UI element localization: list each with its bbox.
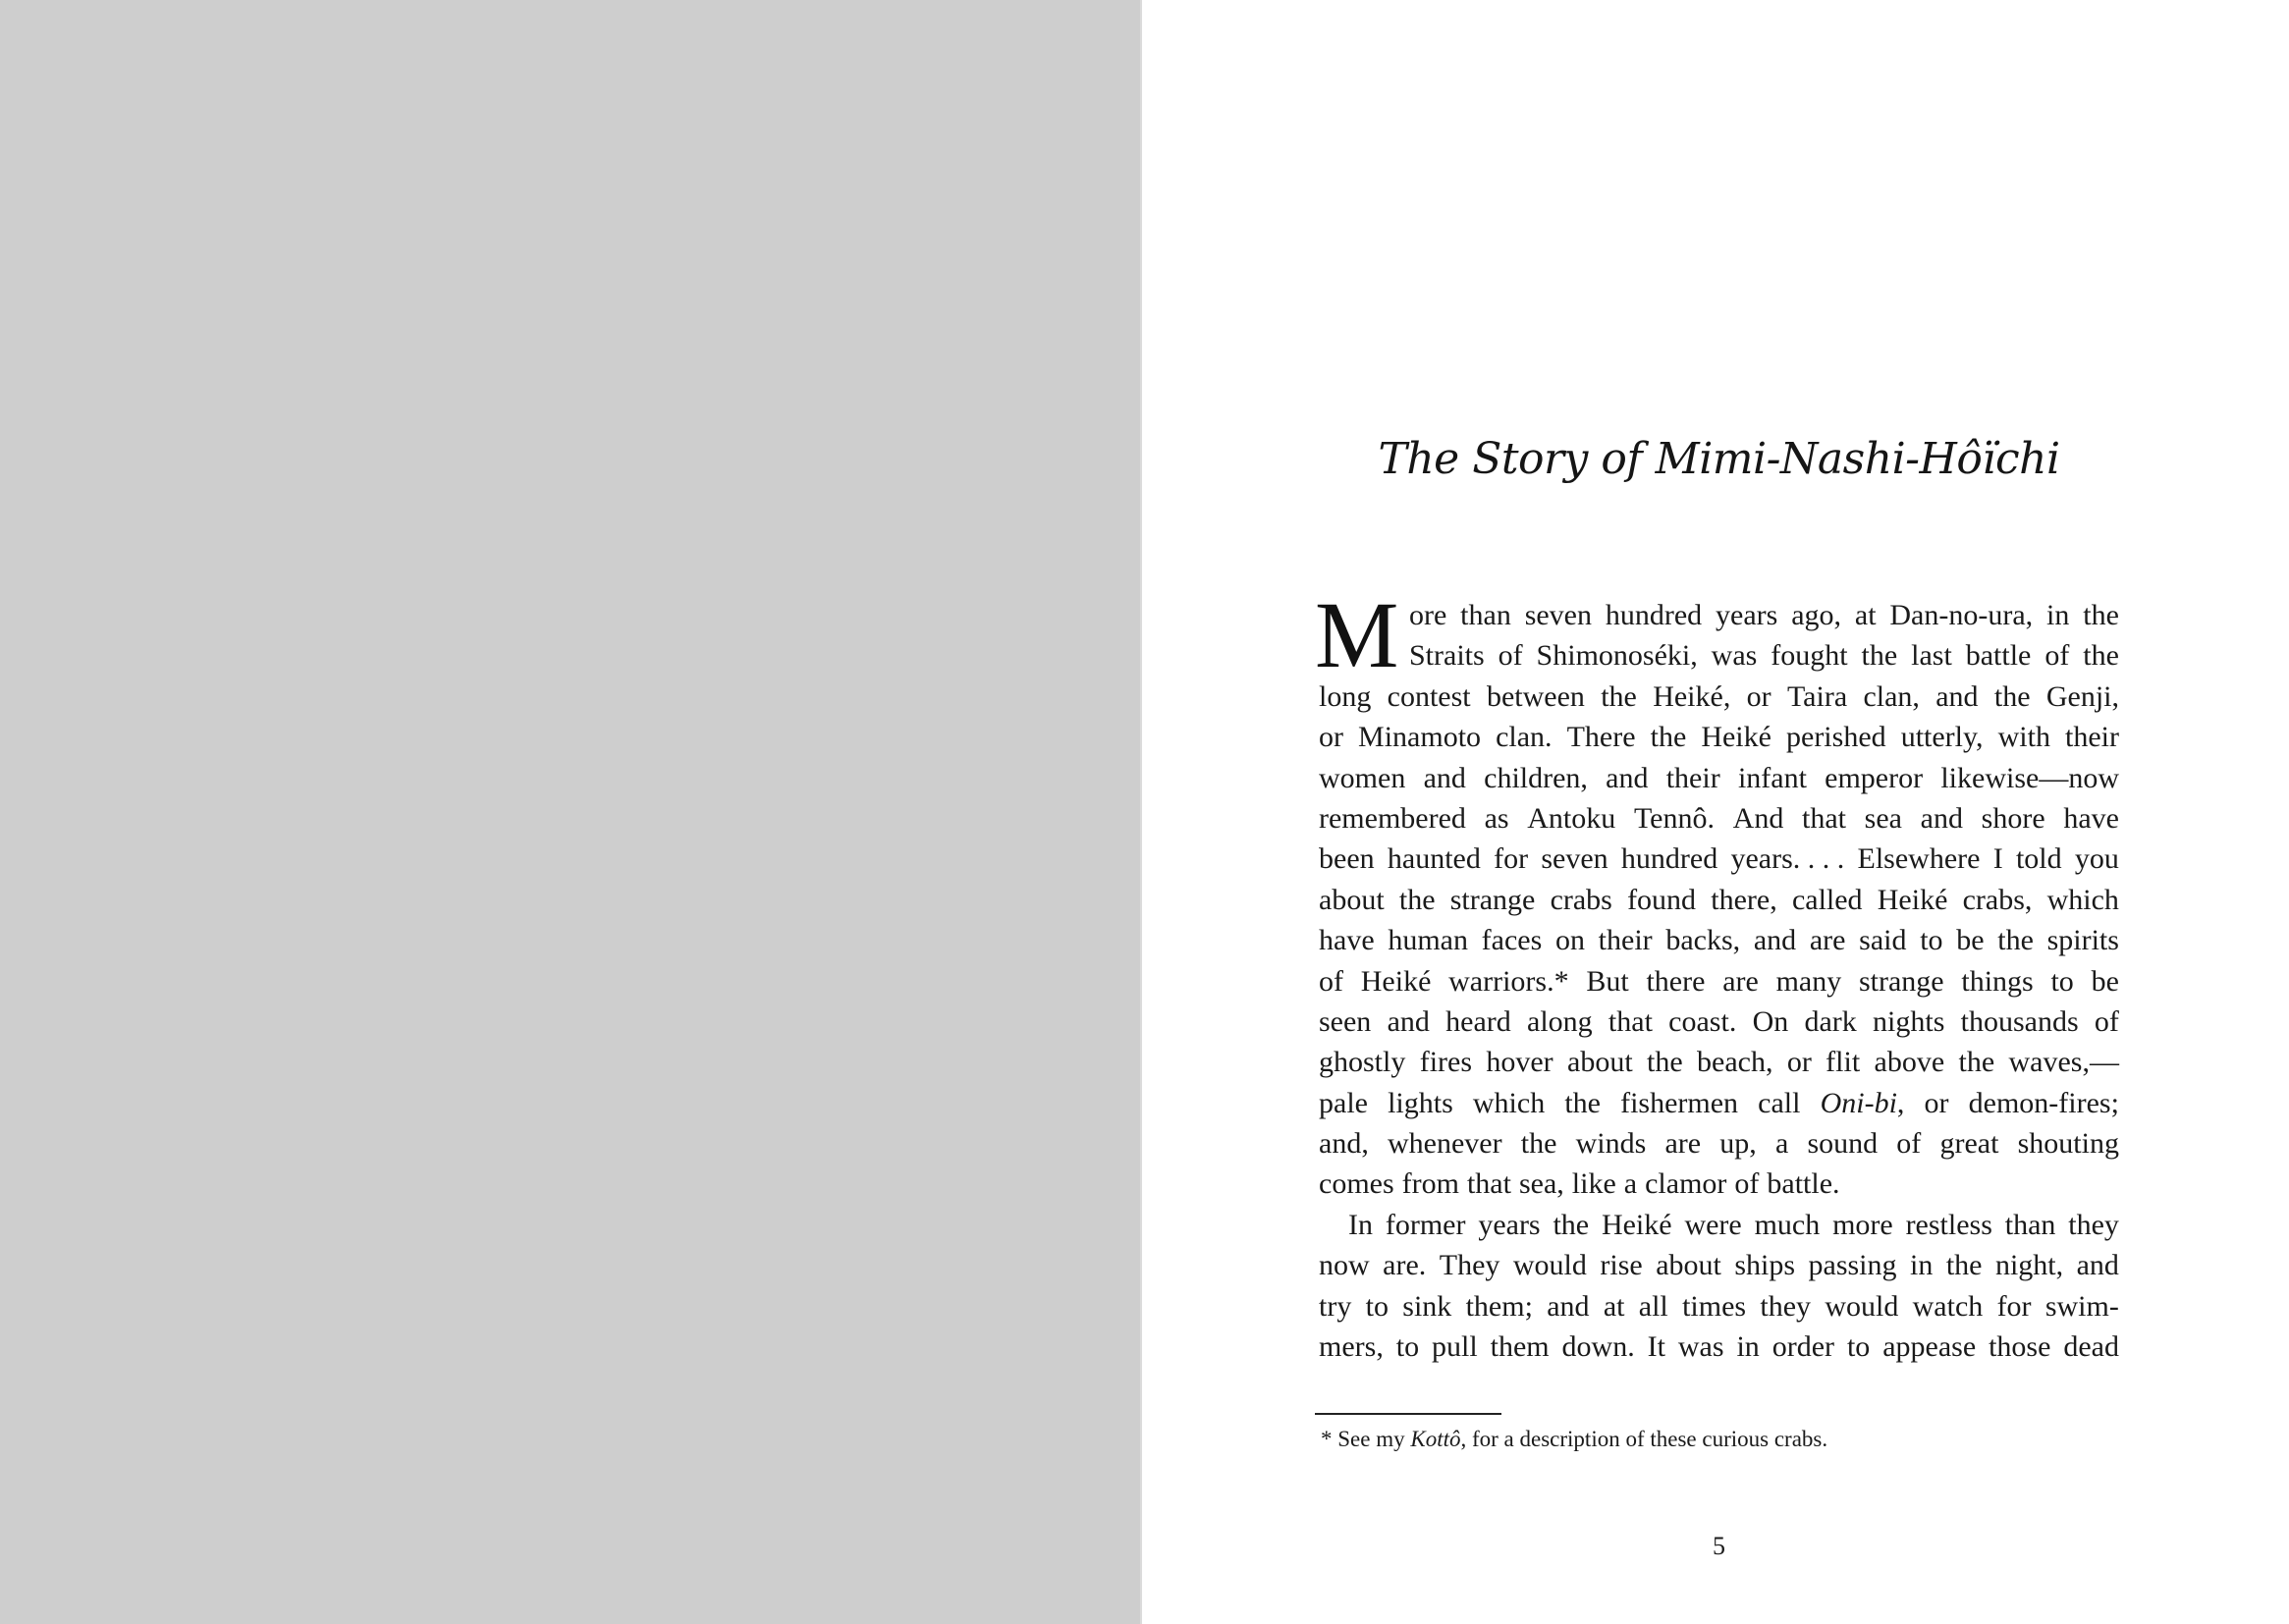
word: infant: [1737, 761, 1807, 794]
text-line: [1319, 717, 2119, 757]
word: sea,: [1518, 1167, 1564, 1201]
word: than: [1460, 599, 1511, 631]
word: for: [1494, 842, 1529, 876]
word: years: [1478, 1208, 1541, 1241]
text-line: [1319, 880, 2119, 920]
word: were: [1684, 1208, 1742, 1241]
word: likewise—now: [1940, 761, 2119, 794]
word: call: [1758, 1086, 1801, 1119]
word: be: [1956, 924, 1985, 957]
word: watch: [1912, 1289, 1984, 1323]
word: their: [2065, 721, 2119, 754]
word: Shimonoséki,: [1536, 639, 1698, 673]
word: coast.: [1668, 1004, 1737, 1038]
word: there,: [1711, 883, 1777, 916]
word: with: [1997, 721, 2050, 754]
word: down.: [1561, 1330, 1635, 1364]
word: would: [1512, 1249, 1587, 1282]
word: as: [1484, 801, 1509, 835]
word: ships: [1734, 1249, 1796, 1282]
word: than: [2004, 1208, 2056, 1241]
word: up,: [1719, 1127, 1757, 1161]
word: and: [1547, 1289, 1590, 1323]
word: at: [1854, 599, 1877, 631]
word: There: [1566, 721, 1636, 754]
word: Straits: [1409, 639, 1485, 673]
footnote-marker: *: [1321, 1427, 1333, 1451]
word: beach,: [1697, 1046, 1773, 1079]
word: be: [2091, 964, 2119, 998]
word: was: [1677, 1330, 1724, 1364]
text-line: [1319, 677, 2119, 717]
word: It: [1647, 1330, 1665, 1364]
word: ore: [1409, 599, 1447, 631]
word: seen: [1319, 1004, 1372, 1038]
word: haunted: [1387, 842, 1481, 876]
drop-cap: M: [1315, 582, 1399, 687]
word: to: [1395, 1330, 1420, 1364]
word: the: [1958, 1046, 1995, 1079]
word: appease: [1882, 1330, 1977, 1364]
word: passing: [1808, 1249, 1897, 1282]
word: hundred: [1620, 842, 1718, 876]
word: are: [1722, 964, 1759, 998]
word: rise: [1600, 1249, 1643, 1282]
word: a: [1774, 1127, 1789, 1161]
word: On: [1752, 1004, 1789, 1038]
word: shore: [1981, 801, 2045, 835]
word: and: [2076, 1249, 2119, 1282]
word: the: [1861, 639, 1898, 673]
word: battle: [1965, 639, 2032, 673]
word: the: [2083, 639, 2119, 673]
word: winds: [1575, 1127, 1647, 1161]
word: or: [1924, 1086, 1949, 1119]
text-line: [1319, 758, 2119, 798]
word: about: [1656, 1249, 1721, 1282]
word: in: [1909, 1249, 1934, 1282]
word: the: [1650, 721, 1687, 754]
word: or: [1319, 721, 1343, 754]
word: have: [2063, 801, 2119, 835]
text-line: [1319, 1083, 2119, 1123]
word: And: [1732, 801, 1784, 835]
word: to: [2050, 964, 2074, 998]
word: utterly,: [1900, 721, 1984, 754]
word: or: [1786, 1046, 1812, 1079]
word: the: [1564, 1086, 1601, 1119]
word: which: [2046, 883, 2119, 916]
word: to: [1920, 924, 1943, 957]
word: contest: [1387, 679, 1471, 713]
word: night,: [1994, 1249, 2064, 1282]
word: ghostly: [1319, 1046, 1406, 1079]
word: a: [1623, 1167, 1638, 1201]
word: Heiké,: [1653, 679, 1731, 713]
word: along: [1527, 1004, 1593, 1038]
word: crabs: [1550, 883, 1612, 916]
text-line: [1319, 1245, 2119, 1285]
word: in: [2046, 599, 2070, 631]
word: said: [1859, 924, 1907, 957]
word: Minamoto: [1358, 721, 1482, 754]
word: I: [1992, 842, 2003, 876]
text-line: [1319, 920, 2119, 960]
word: sea: [1864, 801, 1902, 835]
word: They: [1439, 1249, 1500, 1282]
word: flit: [1826, 1046, 1861, 1079]
word: children,: [1484, 761, 1588, 794]
word: found: [1627, 883, 1697, 916]
word: nights: [1873, 1004, 1945, 1038]
text-line: [1319, 1123, 2119, 1164]
word: the: [2083, 599, 2119, 631]
word: strange: [1449, 883, 1536, 916]
word: about: [1567, 1046, 1633, 1079]
word: those: [1989, 1330, 2051, 1364]
word: strange: [1858, 964, 1944, 998]
word: that: [1608, 1004, 1653, 1038]
word: sound: [1807, 1127, 1879, 1161]
word: women: [1319, 761, 1406, 794]
blank-left-page: [0, 0, 1140, 1624]
word: their: [1665, 761, 1720, 794]
word: Taira: [1786, 679, 1848, 713]
text-line: [1319, 1164, 2119, 1204]
word: mers,: [1319, 1330, 1384, 1364]
word: would: [1825, 1289, 1899, 1323]
word: faces: [1481, 924, 1543, 957]
word: Dan-no-ura,: [1889, 599, 2034, 631]
word: of: [2044, 639, 2070, 673]
word: clan,: [1863, 679, 1920, 713]
word: demon-fires;: [1968, 1086, 2119, 1119]
word: fishermen: [1620, 1086, 1739, 1119]
word: for: [1996, 1289, 2032, 1323]
word: on: [1554, 924, 1585, 957]
word: But: [1586, 964, 1629, 998]
text-lines: [1319, 595, 2119, 1367]
word: and: [1920, 801, 1963, 835]
word: more: [1832, 1208, 1893, 1241]
footnote-prefix: See my: [1337, 1427, 1405, 1451]
word: Tennô.: [1633, 801, 1715, 835]
word: the: [1647, 1046, 1683, 1079]
word: the: [1997, 924, 2034, 957]
word: dark: [1804, 1004, 1857, 1038]
word: above: [1874, 1046, 1945, 1079]
word: Heiké: [1701, 721, 1771, 754]
word: about: [1319, 883, 1385, 916]
word: shouting: [2017, 1127, 2119, 1161]
word: to: [1365, 1289, 1389, 1323]
text-line: [1319, 1042, 2119, 1082]
word: heard: [1445, 1004, 1511, 1038]
word: between: [1486, 679, 1585, 713]
word: human: [1388, 924, 1468, 957]
word: years. . . .: [1730, 842, 1845, 876]
text-line: [1319, 798, 2119, 839]
page-number: 5: [1713, 1532, 1725, 1560]
word: remembered: [1319, 801, 1466, 835]
word: them: [1490, 1330, 1550, 1364]
word: was: [1711, 639, 1758, 673]
word: fires: [1419, 1046, 1473, 1079]
word: from: [1401, 1167, 1459, 1201]
word: been: [1319, 842, 1375, 876]
text-line: [1319, 961, 2119, 1001]
book-page: [1142, 0, 2289, 1624]
word: spirits: [2046, 924, 2119, 957]
footnote-rule: [1315, 1413, 1501, 1415]
word: In: [1348, 1208, 1373, 1241]
word: now: [1319, 1249, 1370, 1282]
word: backs,: [1665, 924, 1741, 957]
word: clamor: [1645, 1167, 1727, 1201]
word: that: [1466, 1167, 1511, 1201]
word: all: [1638, 1289, 1668, 1323]
word: called: [1791, 883, 1863, 916]
body-text: [1315, 582, 2119, 1367]
text-line: [1319, 1286, 2119, 1326]
word: they: [1760, 1289, 1812, 1323]
word: last: [1911, 639, 1952, 673]
word: which: [1472, 1086, 1546, 1119]
word: Antoku: [1527, 801, 1616, 835]
word: the: [1601, 679, 1637, 713]
word: told: [2015, 842, 2062, 876]
word: perished: [1786, 721, 1886, 754]
text-line: [1319, 1326, 2119, 1367]
word: and: [1935, 679, 1979, 713]
word: Genji,: [2045, 679, 2119, 713]
word: battle.: [1767, 1167, 1840, 1201]
word: or: [1746, 679, 1771, 713]
word: to: [1846, 1330, 1871, 1364]
word: and: [1423, 761, 1466, 794]
word: and,: [1319, 1127, 1369, 1161]
word: like: [1571, 1167, 1616, 1201]
word: dead: [2063, 1330, 2119, 1364]
word: at: [1603, 1289, 1625, 1323]
word: the: [1993, 679, 2031, 713]
word: of: [1734, 1167, 1760, 1201]
word: waves,—: [2008, 1046, 2119, 1079]
word: the: [1553, 1208, 1590, 1241]
chapter-title: The Story of Mimi-Nashi-Hôïchi: [1378, 434, 2060, 484]
word: hover: [1486, 1046, 1553, 1079]
word: times: [1682, 1289, 1747, 1323]
word: hundred: [1605, 599, 1703, 631]
word: their: [1598, 924, 1653, 957]
text-line: [1319, 1001, 2119, 1042]
text-line: [1319, 635, 2119, 676]
word: are: [1664, 1127, 1702, 1161]
word: you: [2074, 842, 2119, 876]
word: former: [1385, 1208, 1466, 1241]
word: and: [1606, 761, 1649, 794]
word: that: [1802, 801, 1846, 835]
word: them;: [1465, 1289, 1533, 1323]
word: years: [1716, 599, 1778, 631]
word: are.: [1383, 1249, 1427, 1282]
word: of: [2094, 1004, 2119, 1038]
word: they: [2068, 1208, 2119, 1241]
word: try: [1319, 1289, 1352, 1323]
word: seven: [1524, 599, 1592, 631]
word: there: [1646, 964, 1706, 998]
word: things: [1961, 964, 2034, 998]
word: and: [1387, 1004, 1430, 1038]
word: crabs,: [1962, 883, 2033, 916]
text-line: [1319, 1205, 2119, 1245]
word: whenever: [1388, 1127, 1502, 1161]
word: are: [1809, 924, 1846, 957]
text-line: [1319, 595, 2119, 635]
word: warriors.*: [1448, 964, 1569, 998]
word: Heiké: [1877, 883, 1948, 916]
word: pale: [1319, 1086, 1368, 1119]
word: the: [1398, 883, 1436, 916]
word: ago,: [1791, 599, 1842, 631]
footnote-book-title: Kottô: [1410, 1427, 1461, 1451]
word: great: [1939, 1127, 1999, 1161]
word: many: [1775, 964, 1842, 998]
word: order: [1771, 1330, 1835, 1364]
word: of: [1319, 964, 1343, 998]
footnote-suffix: , for a description of these curious crabs.: [1460, 1427, 1828, 1451]
word: clan.: [1496, 721, 1553, 754]
word: the: [1520, 1127, 1557, 1161]
word: Heiké: [1601, 1208, 1672, 1241]
word: swim-: [2044, 1289, 2119, 1323]
word: the: [1945, 1249, 1983, 1282]
word: in: [1736, 1330, 1760, 1364]
footnote: [1321, 1426, 1827, 1453]
word: of: [1896, 1127, 1922, 1161]
word: have: [1319, 924, 1375, 957]
word: thousands: [1960, 1004, 2079, 1038]
word: Elsewhere: [1857, 842, 1981, 876]
word: seven: [1541, 842, 1608, 876]
word: long: [1319, 679, 1372, 713]
word: much: [1754, 1208, 1821, 1241]
word: emperor: [1825, 761, 1924, 794]
word: sink: [1402, 1289, 1452, 1323]
word: pull: [1432, 1330, 1478, 1364]
text-line: [1319, 839, 2119, 879]
word: lights: [1388, 1086, 1453, 1119]
word: comes: [1319, 1167, 1394, 1201]
word: fought: [1771, 639, 1848, 673]
word: and: [1753, 924, 1797, 957]
word: Heiké: [1360, 964, 1432, 998]
word: Oni-bi,: [1820, 1086, 1905, 1119]
word: of: [1498, 639, 1523, 673]
word: restless: [1905, 1208, 1992, 1241]
